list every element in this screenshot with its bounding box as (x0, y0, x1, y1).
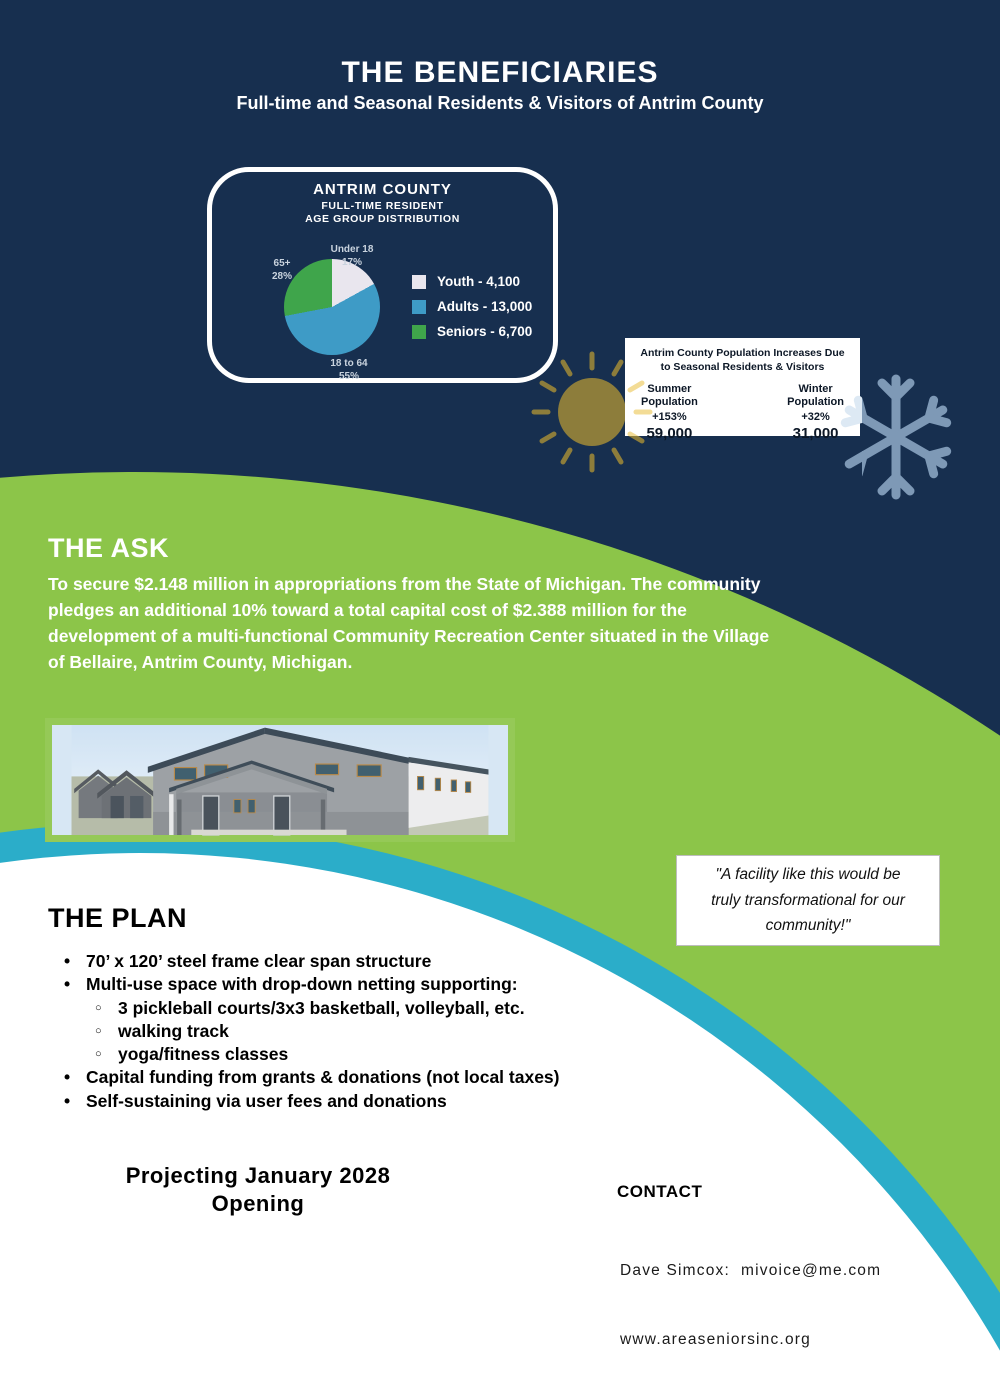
pie-label-18-to-64: 18 to 64 55% (330, 358, 368, 382)
quote-line-2: truly transformational for our (711, 891, 905, 909)
projection-line-1: Projecting January 2028 (125, 1163, 391, 1188)
age-card-subtitle-2: AGE GROUP DISTRIBUTION (305, 213, 460, 226)
pie-label-under-18: Under 18 17% (330, 244, 374, 268)
quote-line-1: "A facility like this would be (715, 866, 901, 884)
age-card-subtitle-1: FULL-TIME RESIDENT (321, 200, 444, 212)
plan-bullet: • Capital funding from grants & donations (not local taxes) (62, 1066, 627, 1089)
plan-bullet-list (62, 950, 627, 1113)
adults-swatch (412, 300, 426, 314)
page-title: THE BENEFICIARIES (341, 56, 659, 89)
quote-card (676, 855, 940, 946)
summer-population-value: 59,000 (646, 424, 693, 442)
plan-sub-bullet: ○ walking track (62, 1020, 627, 1043)
plan-sub-bullet: ○ yoga/fitness classes (62, 1043, 627, 1066)
projection-line-2: Opening (211, 1190, 305, 1216)
page-subtitle: Full-time and Seasonal Residents & Visitors of Antrim County (236, 93, 764, 113)
contact-email-line: Dave Simcox: mivoice@me.com (620, 1261, 882, 1279)
winter-population-value: 31,000 (792, 424, 839, 442)
contact-website-line: www.areaseniorsinc.org (620, 1331, 811, 1349)
summer-population-percent: +153% (652, 410, 687, 423)
ask-body: To secure $2.148 million in appropriations from the State of Michigan. The community pledges an additional 10% toward a total capital cost of $2.388 million for the development of a multi-functional Community Recreation Center situated in the Village of Bellaire, Antrim County, Michigan. (48, 574, 770, 672)
youth-swatch (412, 275, 426, 289)
pie-legend (412, 274, 532, 339)
pie-chart (284, 259, 380, 355)
plan-bullet: • Self-sustaining via user fees and donations (62, 1090, 627, 1113)
plan-bullet: • Multi-use space with drop-down netting supporting: (62, 973, 627, 996)
quote-line-3: community!" (765, 917, 851, 935)
seniors-swatch (412, 325, 426, 339)
legend-item-youth: Youth - 4,100 (412, 274, 532, 289)
age-card-title: ANTRIM COUNTY (313, 181, 452, 198)
legend-item-adults: Adults - 13,000 (412, 299, 532, 314)
age-distribution-card (207, 167, 558, 383)
winter-population-percent: +32% (801, 410, 830, 423)
building-rendering (45, 718, 515, 842)
summer-population-column: Summer Population +153% 59,000 (641, 383, 698, 442)
winter-population-column: Winter Population +32% 31,000 (787, 383, 844, 442)
pie-label-65-plus: 65+ 28% (271, 258, 293, 282)
population-card-title: Antrim County Population Increases Due to Seasonal Residents & Visitors (640, 347, 845, 373)
ask-heading: THE ASK (48, 533, 170, 563)
opening-projection (88, 1162, 428, 1217)
population-card (625, 338, 860, 442)
contact-info (620, 1212, 881, 1398)
plan-heading: THE PLAN (48, 903, 187, 933)
contact-heading: CONTACT (617, 1182, 703, 1201)
plan-sub-bullet: ○ 3 pickleball courts/3x3 basketball, volleyball, etc. (62, 997, 627, 1020)
plan-bullet: • 70’ x 120’ steel frame clear span structure (62, 950, 627, 973)
legend-item-seniors: Seniors - 6,700 (412, 324, 532, 339)
